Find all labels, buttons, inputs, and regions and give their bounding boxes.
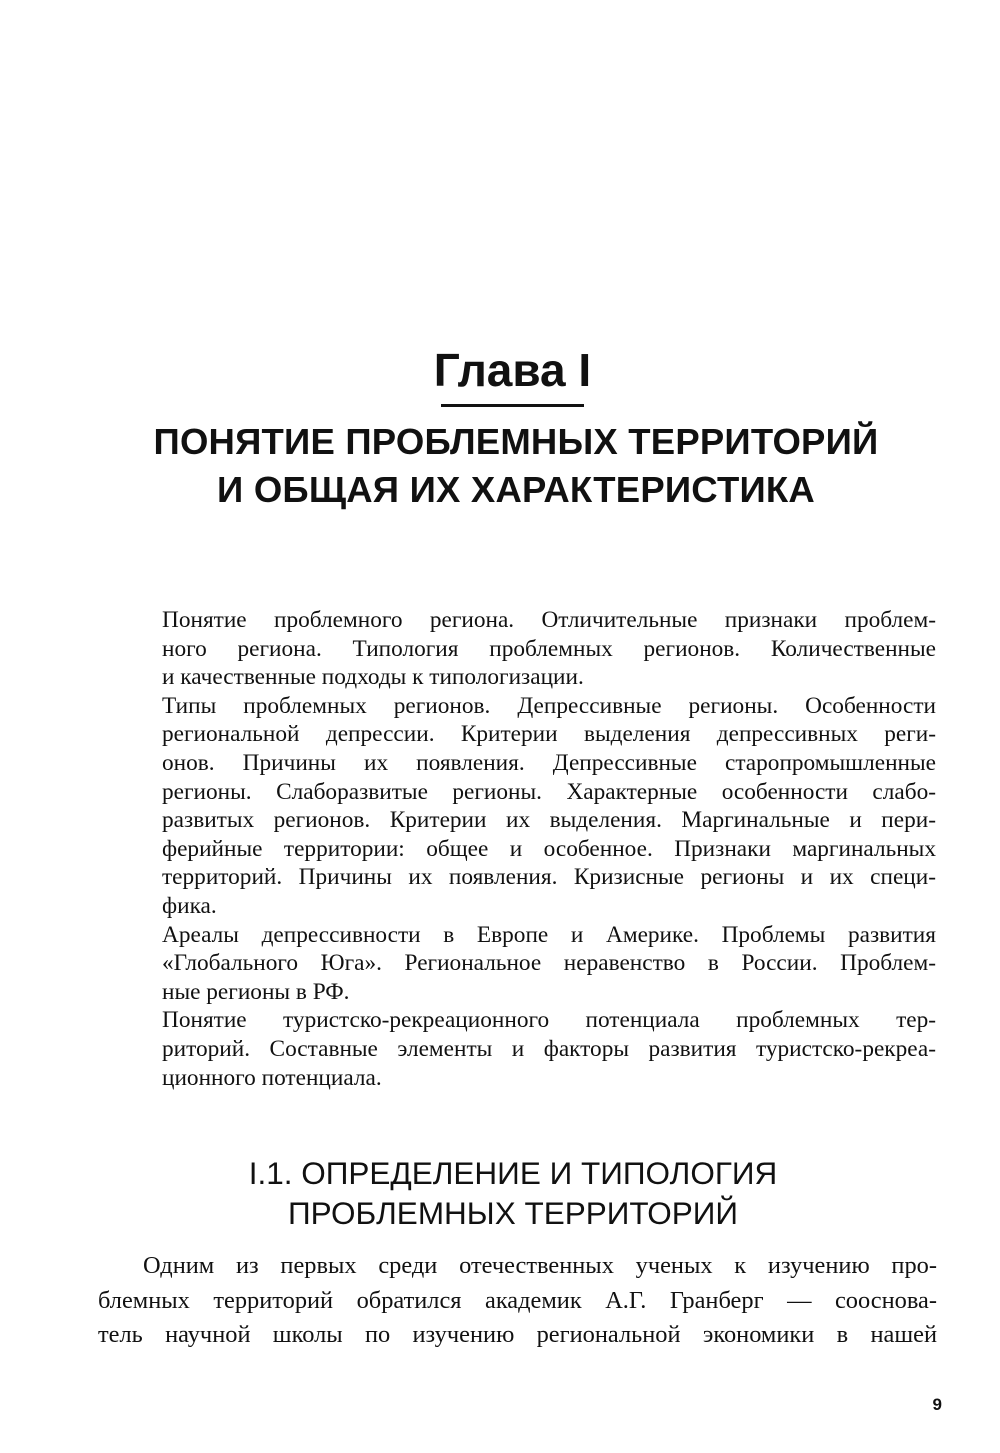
section-title-line: I.1. ОПРЕДЕЛЕНИЕ И ТИПОЛОГИЯ xyxy=(248,1155,778,1191)
summary-line: регионы. Слаборазвитые регионы. Характерные особенности слабо- xyxy=(162,778,936,805)
section-title xyxy=(0,1153,1000,1233)
chapter-label: Глава I xyxy=(433,344,592,396)
summary-line: территорий. Причины их появления. Кризисные регионы и их специ- xyxy=(162,864,936,891)
chapter-title-line: ПОНЯТИЕ ПРОБЛЕМНЫХ ТЕРРИТОРИЙ xyxy=(153,421,879,462)
summary-line: и качественные подходы к типологизации. xyxy=(162,664,584,691)
chapter-title xyxy=(0,418,1000,514)
summary-line: Типы проблемных регионов. Депрессивные регионы. Особенности xyxy=(162,692,936,719)
summary-line: развитых регионов. Критерии их выделения. Маргинальные и пери- xyxy=(162,807,936,834)
summary-paragraph xyxy=(162,921,936,1007)
summary-line: региональной депрессии. Критерии выделения депрессивных реги- xyxy=(162,721,936,748)
summary-line: ционного потенциала. xyxy=(162,1064,382,1091)
summary-line: фика. xyxy=(162,892,217,919)
summary-paragraph xyxy=(162,606,936,692)
summary-line: Ареалы депрессивности в Европе и Америке. Проблемы развития xyxy=(162,921,936,948)
page-number: 9 xyxy=(932,1395,942,1414)
chapter-summary xyxy=(162,606,936,1092)
summary-line: ные регионы в РФ. xyxy=(162,978,350,1005)
summary-line: онов. Причины их появления. Депрессивные старопромышленные xyxy=(162,749,936,776)
body-paragraph xyxy=(98,1249,937,1353)
summary-line: «Глобального Юга». Региональное неравенство в России. Проблем- xyxy=(162,950,936,977)
body-line: Одним из первых среди отечественных ученых к изучению про- xyxy=(143,1252,937,1279)
section-title-line: ПРОБЛЕМНЫХ ТЕРРИТОРИЙ xyxy=(288,1195,738,1231)
chapter-divider xyxy=(441,404,584,407)
summary-paragraph xyxy=(162,1006,936,1092)
chapter-title-line: И ОБЩАЯ ИХ ХАРАКТЕРИСТИКА xyxy=(217,469,815,510)
summary-line: Понятие туристско-рекреационного потенциала проблемных тер- xyxy=(162,1007,936,1034)
summary-paragraph xyxy=(162,692,936,921)
summary-line: Понятие проблемного региона. Отличительные признаки проблем- xyxy=(162,607,936,633)
body-line: тель научной школы по изучению региональной экономики в нашей xyxy=(98,1321,937,1348)
body-line: блемных территорий обратился академик А.Г. Гранберг — сооснова- xyxy=(98,1286,937,1314)
summary-line: риторий. Составные элементы и факторы развития туристско-рекреа- xyxy=(162,1035,936,1062)
summary-line: ферийные территории: общее и особенное. Признаки маргинальных xyxy=(162,835,936,862)
summary-line: ного региона. Типология проблемных регионов. Количественные xyxy=(162,635,936,662)
